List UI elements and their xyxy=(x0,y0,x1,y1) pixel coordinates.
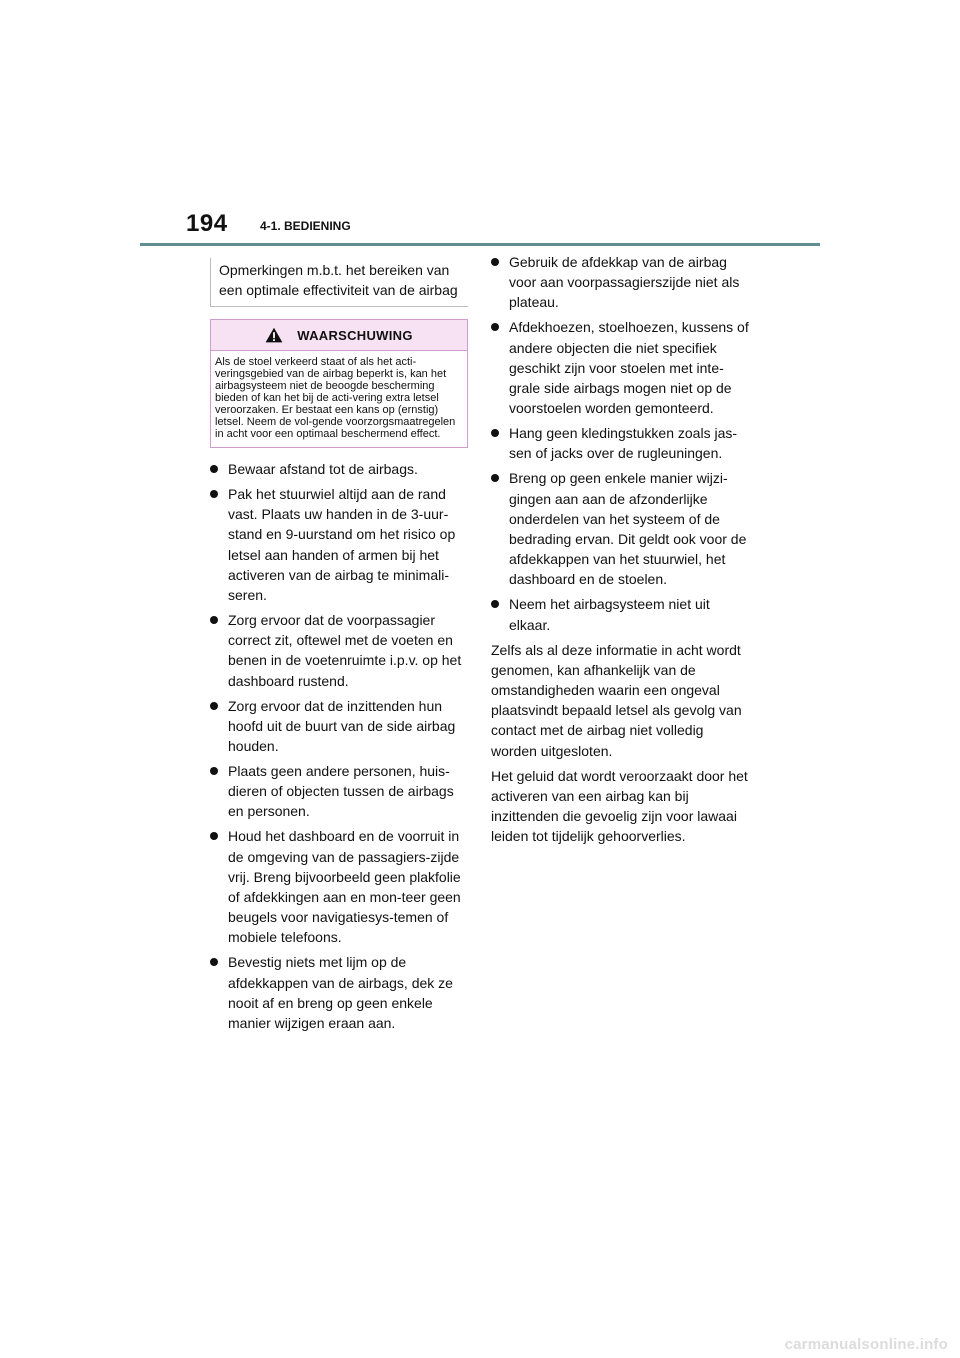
list-item xyxy=(210,610,468,691)
list-item xyxy=(491,252,749,313)
list-item xyxy=(491,317,749,418)
body-paragraph: Zelfs als al deze informatie in acht wordt genomen, kan afhankelijk van de omstandigheden waarin een ongeval plaatsvindt bepaald letsel als gevolg van contact met de airbag niet volledig worden uitgesloten. xyxy=(491,641,742,759)
left-bullet-list xyxy=(210,459,468,1033)
bullet-dot-icon xyxy=(491,600,499,608)
bullet-dot-icon xyxy=(210,958,218,966)
right-bullet-list xyxy=(491,252,749,635)
page-number: 194 xyxy=(186,210,228,237)
list-item xyxy=(491,468,749,589)
list-item xyxy=(210,484,468,605)
list-item-text: Neem het airbagsysteem niet uit elkaar. xyxy=(509,596,710,633)
list-item-text: Plaats geen andere personen, huis-dieren of objecten tussen de airbags en personen. xyxy=(228,763,454,820)
bullet-dot-icon xyxy=(210,490,218,498)
warning-triangle-icon xyxy=(265,327,283,343)
warning-text: Als de stoel verkeerd staat of als het acti-veringsgebied van de airbag beperkt is, kan het airbagsysteem niet de beoogde bescherming bieden of kan het bij de acti-vering extra letsel veroorzaken. Er bestaat een kans op (ernstig) letsel. Neem de vol-gende voorzorgsmaatregelen in acht voor een optimaal beschermend effect. xyxy=(215,356,456,440)
warning-title: WAARSCHUWING xyxy=(297,327,413,343)
right-column xyxy=(491,252,749,851)
list-item-text: Zorg ervoor dat de inzittenden hun hoofd uit de buurt van de side airbag houden. xyxy=(228,697,456,755)
bullet-dot-icon xyxy=(491,258,499,266)
bullet-dot-icon xyxy=(491,323,499,331)
list-item-text: Bevestig niets met lijm op de afdekkappen van de airbags, dek ze nooit af en breng op geen enkele manier wijzigen eraan aan. xyxy=(228,954,453,1032)
list-item xyxy=(210,761,468,822)
list-item-text: Bewaar afstand tot de airbags. xyxy=(228,461,418,477)
list-item xyxy=(210,459,468,479)
list-item-text: Breng op geen enkele manier wijzi-gingen aan aan de afzonderlijke onderdelen van het systeem of de bedrading ervan. Dit geldt ook voor de afdekkappen van het stuurwiel, het dashboard en de stoelen. xyxy=(509,470,747,588)
list-item-text: Afdekhoezen, stoelhoezen, kussens of andere objecten die niet specifiek geschikt zijn voor stoelen met inte-grale side airbags mogen niet op de voorstoelen worden gemonteerd. xyxy=(509,319,749,417)
list-item-text: Houd het dashboard en de voorruit in de omgeving van de passagiers-zijde vrij. Breng bijvoorbeeld geen plakfolie of afdekkingen aan en mon-teer geen beugels voor navigatiesys-temen of mobiele telefoons. xyxy=(228,828,461,946)
bullet-dot-icon xyxy=(210,767,218,775)
list-item-text: Gebruik de afdekkap van de airbag voor aan voorpassagierszijde niet als plateau. xyxy=(509,254,740,311)
section-label: 4-1. BEDIENING xyxy=(260,219,351,233)
warning-box xyxy=(210,319,468,448)
bullet-dot-icon xyxy=(491,474,499,482)
list-item xyxy=(491,594,749,634)
list-item-text: Pak het stuurwiel altijd aan de rand vast. Plaats uw handen in de 3-uur-stand en 9-uurstand om het risico op letsel aan handen of armen bij het activeren van de airbag te minimali-seren. xyxy=(228,486,456,604)
bullet-dot-icon xyxy=(210,465,218,473)
list-item-text: Hang geen kledingstukken zoals jas-sen of jacks over de rugleuningen. xyxy=(509,425,738,462)
remark-heading: Opmerkingen m.b.t. het bereiken van een optimale effectiviteit van de airbag xyxy=(210,258,468,307)
body-paragraph: Het geluid dat wordt veroorzaakt door het activeren van een airbag kan bij inzittenden die gevoelig zijn voor lawaai leiden tot tijdelijk gehoorverlies. xyxy=(491,767,748,845)
bullet-dot-icon xyxy=(491,429,499,437)
bullet-dot-icon xyxy=(210,616,218,624)
bullet-dot-icon xyxy=(210,832,218,840)
warning-header xyxy=(211,320,467,351)
watermark: carmanualsonline.info xyxy=(784,1336,948,1353)
bullet-dot-icon xyxy=(210,702,218,710)
list-item xyxy=(210,826,468,947)
left-column xyxy=(210,258,468,1038)
header-rule xyxy=(140,243,820,246)
list-item-text: Zorg ervoor dat de voorpassagier correct zit, oftewel met de voeten en benen in de voetenruimte i.p.v. op het dashboard rustend. xyxy=(228,612,462,689)
list-item xyxy=(210,952,468,1033)
list-item xyxy=(491,423,749,463)
list-item xyxy=(210,696,468,757)
